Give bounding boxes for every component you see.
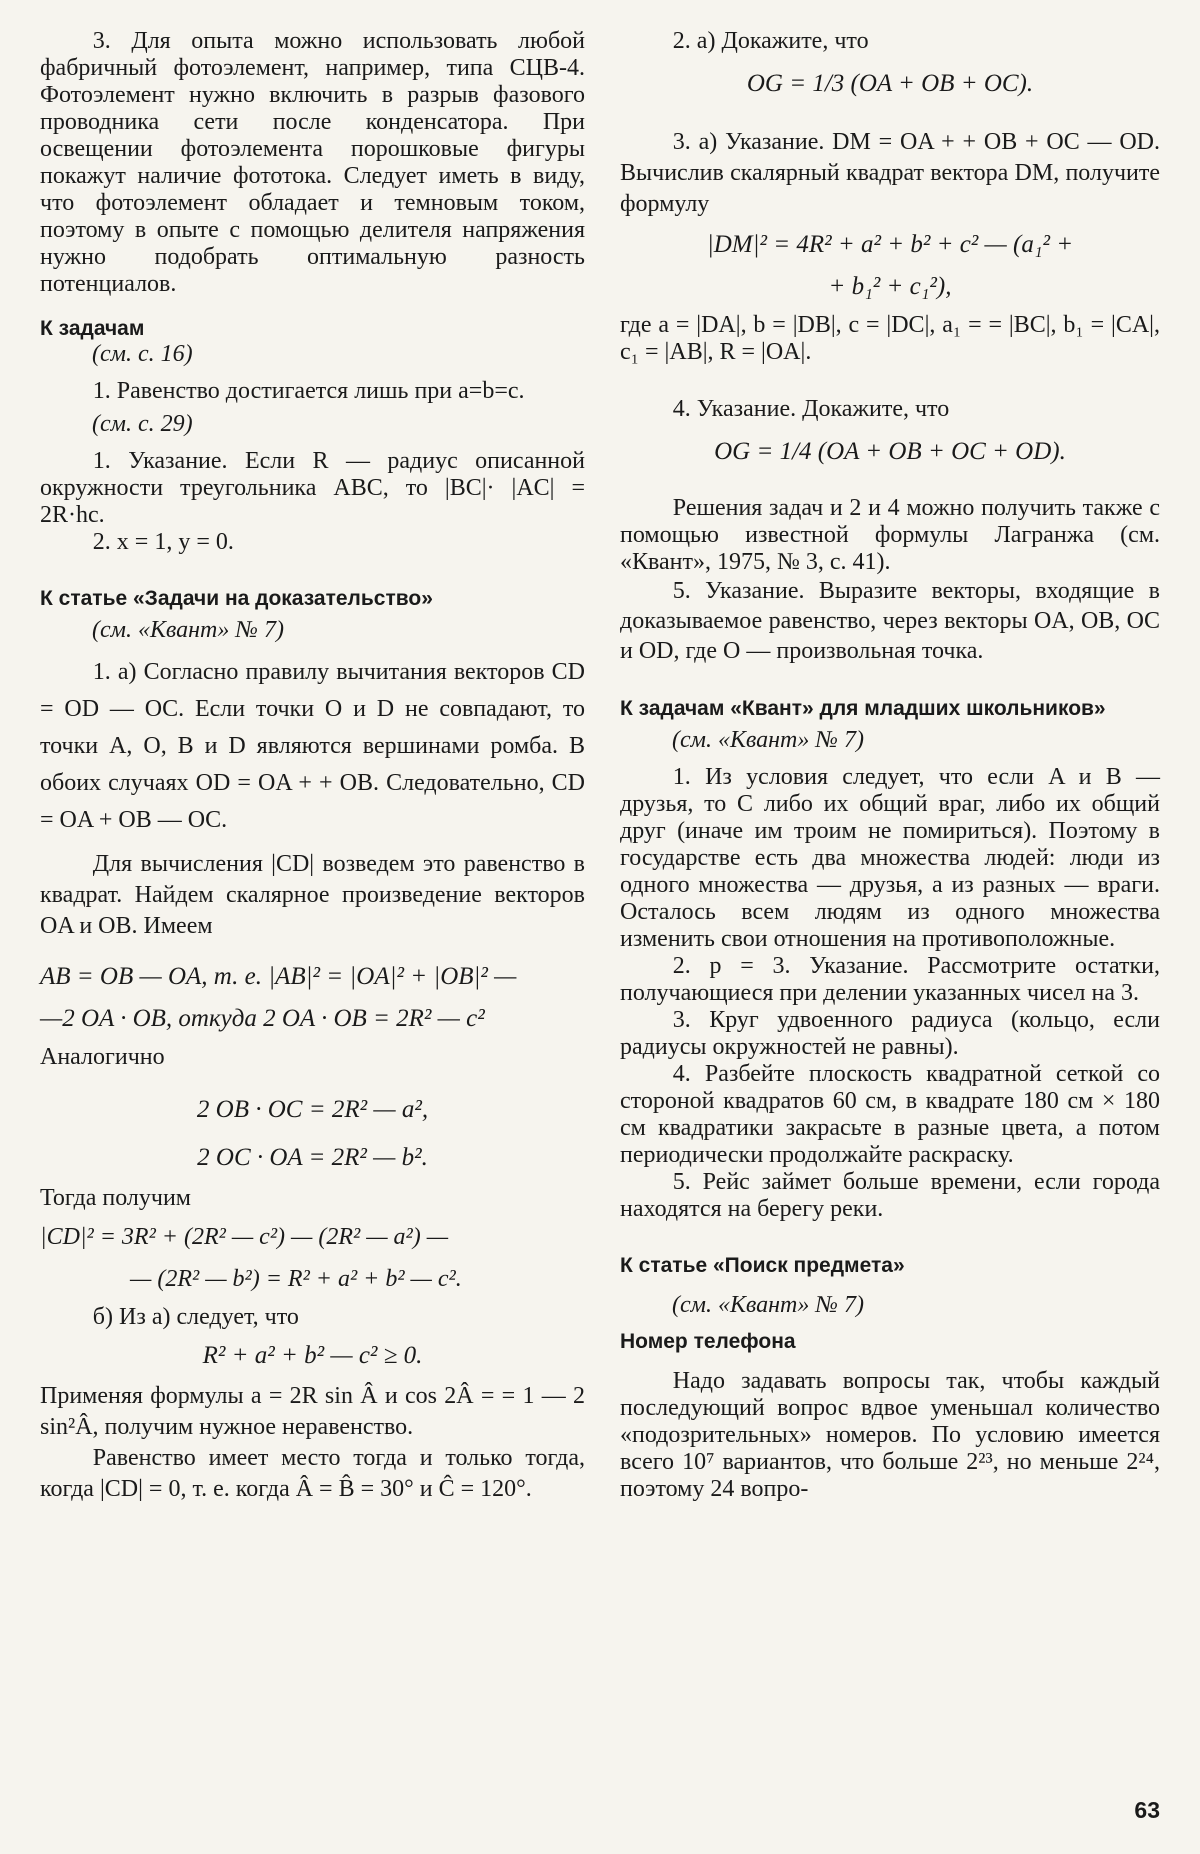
problem-3-hint: 3. а) Указание. DM = OA + + OB + OC — OD. Вычислив скалярный квадрат вектора DM, получите формулу	[620, 129, 1160, 217]
formula-cd-squared-1: |CD|² = 3R² + (2R² — c²) — (2R² — a²) —	[40, 1224, 449, 1250]
problem-4-hint: 4. Указание. Докажите, что	[672, 396, 950, 422]
formula-og-third: OG = 1/3 (OA + OB + OC).	[746, 70, 1034, 97]
answer-xy: 2. x = 1, y = 0.	[92, 529, 234, 555]
reference-kvant-7-search: (см. «Квант» № 7)	[672, 1292, 865, 1318]
juniors-answer-2: 2. p = 3. Указание. Рассмотрите остатки, получающиеся при делении указанных чисел на 3.	[620, 953, 1160, 1006]
reference-kvant-7-juniors: (см. «Квант» № 7)	[672, 727, 865, 753]
right-column	[620, 28, 1160, 1503]
answer-hint-radius: 1. Указание. Если R — радиус описанной окружности треугольника ABC, то |BC|· |AC| = 2R·hc.	[40, 448, 585, 528]
juniors-answer-5: 5. Рейс займет больше времени, если города находятся на берегу реки.	[620, 1169, 1160, 1222]
section-heading-search: К статье «Поиск предмета»	[620, 1254, 905, 1277]
juniors-answer-4: 4. Разбейте плоскость квадратной сеткой со стороной квадратов 60 см, в квадрате 180 см × 180 см квадратики закрасьте в разные цвета, а потом периодически продолжайте раскраску.	[620, 1061, 1160, 1168]
formula-dm-squared-1: |DM|² = 4R² + a² + b² + c² — (a₁² +	[706, 231, 1074, 258]
problem-3-where: где a = |DA|, b = |DB|, c = |DC|, a₁ = = |BC|, b₁ = |CA|, c₁ = |AB|, R = |OA|.	[620, 312, 1160, 365]
phone-number-solution: Надо задавать вопросы так, чтобы каждый последующий вопрос вдвое уменьшал количество «подозрительных» номеров. По условию имеется всего 10⁷ вариантов, что больше 2²³, но меньше 2²⁴, поэтому 24 вопро-	[620, 1368, 1160, 1502]
proof-scalar-product: Для вычисления |CD| возведем это равенство в квадрат. Найдем скалярное произведение векторов OA и OB. Имеем	[40, 851, 585, 939]
formula-cd-squared-2: — (2R² — b²) = R² + a² + b² — c².	[130, 1266, 462, 1292]
left-column	[40, 28, 585, 1505]
page-number: 63	[1134, 1797, 1160, 1823]
subheading-phone-number: Номер телефона	[620, 1330, 796, 1353]
formula-dm-squared-2: + b₁² + c₁²),	[828, 273, 952, 300]
section-heading-zadacham: К задачам	[40, 317, 145, 340]
then-label: Тогда получим	[40, 1185, 191, 1211]
formula-ob-oc: 2 OB · OC = 2R² — a²,	[196, 1096, 429, 1123]
analogously-label: Аналогично	[40, 1044, 165, 1070]
section-heading-juniors: К задачам «Квант» для младших школьников»	[620, 697, 1106, 720]
reference-kvant-7: (см. «Квант» № 7)	[92, 617, 285, 643]
juniors-answer-1: 1. Из условия следует, что если A и B — друзья, то C либо их общий враг, либо их общий друг (иначе им троим не помириться). Поэтому в государстве есть два множества людей: люди из одного множества — друзья, а из разных — враги. Осталось всем людям из одного множества изменить свои отношения на противоположные.	[620, 764, 1160, 952]
problem-2-statement: 2. а) Докажите, что	[672, 28, 869, 54]
lagrange-note: Решения задач и 2 и 4 можно получить также с помощью известной формулы Лагранжа (см. «Квант», 1975, № 3, с. 41).	[620, 495, 1160, 575]
section-heading-proofs: К статье «Задачи на доказательство»	[40, 587, 433, 610]
proof-apply-formulas: Применяя формулы a = 2R sin Â и cos 2Â = = 1 — 2 sin²Â, получим нужное неравенство.	[40, 1383, 585, 1440]
problem-5-hint: 5. Указание. Выразите векторы, входящие в доказываемое равенство, через векторы OA, OB, OC и OD, где O — произвольная точка.	[620, 578, 1160, 664]
proof-part-a: 1. а) Согласно правилу вычитания векторов CD = OD — OC. Если точки O и D не совпадают, то точки A, O, B и D являются вершинами ромба. В обоих случаях OD = OA + + OB. Следовательно, CD = OA + OB — OC.	[40, 659, 585, 833]
answer-equality: 1. Равенство достигается лишь при a=b=c.	[92, 378, 525, 404]
formula-og-quarter: OG = 1/4 (OA + OB + OC + OD).	[714, 438, 1066, 465]
intro-paragraph: 3. Для опыта можно использовать любой фабричный фотоэлемент, например, типа СЦВ-4. Фотоэлемент нужно включить в разрыв фазового проводника сети после конденсатора. При освещении фотоэлемента порошковые фигуры покажут наличие фототока. Следует иметь в виду, что фотоэлемент обладает и темновым током, поэтому в опыте с помощью делителя напряжения нужно подобрать оптимальную разность потенциалов.	[40, 28, 585, 297]
juniors-answer-3: 3. Круг удвоенного радиуса (кольцо, если радиусы окружностей не равны).	[620, 1007, 1160, 1060]
formula-oa-ob: —2 OA · OB, откуда 2 OA · OB = 2R² — c²	[40, 1005, 485, 1032]
proof-part-b: б) Из а) следует, что	[92, 1304, 299, 1330]
formula-inequality: R² + a² + b² — c² ≥ 0.	[202, 1342, 423, 1369]
formula-oc-oa: 2 OC · OA = 2R² — b².	[197, 1144, 428, 1171]
reference-p29: (см. с. 29)	[92, 411, 193, 437]
reference-p16: (см. с. 16)	[92, 341, 193, 367]
formula-ab-squared: AB = OB — OA, т. е. |AB|² = |OA|² + |OB|² —	[40, 963, 517, 990]
proof-equality-case: Равенство имеет место тогда и только тогда, когда |CD| = 0, т. е. когда Â = B̂ = 30° и Ĉ = 120°.	[40, 1445, 585, 1502]
